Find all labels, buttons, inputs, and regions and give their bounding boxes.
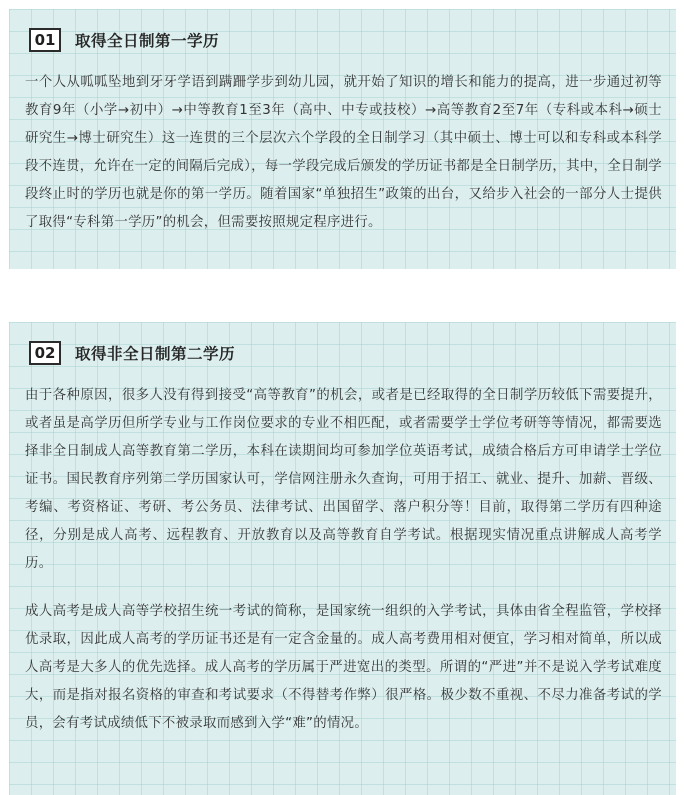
section-title: 取得非全日制第二学历 — [75, 345, 236, 363]
section-second-degree — [9, 322, 676, 795]
section-paragraph: 一个人从呱呱坠地到牙牙学语到蹒跚学步到幼儿园，就开始了知识的增长和能力的提高，进一步通过初等教育9年（小学→初中）→中等教育1至3年（高中、中专或技校）→高等教育2至7年（专科或本科→硕士研究生→博士研究生）这一连贯的三个层次六个学段的全日制学习（其中硕士、博士可以和专科或本科学段不连贯，允许在一定的间隔后完成），每一学段完成后颁发的学历证书都是全日制学历，其中，全日制学段终止时的学历也就是你的第一学历。随着国家“单独招生”政策的出台，又给步入社会的一部分人士提供了取得“专科第一学历”的机会，但需要按照规定程序进行。 — [25, 75, 662, 230]
section-heading — [25, 25, 662, 55]
section-first-degree — [9, 9, 676, 269]
section-number-badge: 01 — [29, 28, 61, 52]
section-heading — [25, 338, 662, 368]
section-title: 取得全日制第一学历 — [75, 32, 220, 50]
section-paragraph: 由于各种原因，很多人没有得到接受“高等教育”的机会，或者是已经取得的全日制学历较低下需要提升，或者虽是高学历但所学专业与工作岗位要求的专业不相匹配，或者需要学士学位考研等等情况，都需要选择非全日制成人高等教育第二学历，本科在读期间均可参加学位英语考试，成绩合格后方可申请学士学位证书。国民教育序列第二学历国家认可，学信网注册永久查询，可用于招工、就业、提升、加薪、晋级、考编、考资格证、考研、考公务员、法律考试、出国留学、落户积分等！目前，取得第二学历有四种途径，分别是成人高考、远程教育、开放教育以及高等教育自学考试。根据现实情况重点讲解成人高考学历。 — [25, 388, 662, 571]
section-paragraph: 成人高考是成人高等学校招生统一考试的简称，是国家统一组织的入学考试，具体由省全程监管，学校择优录取，因此成人高考的学历证书还是有一定含金量的。成人高考费用相对便宜，学习相对简单，所以成人高考是大多人的优先选择。成人高考的学历属于严进宽出的类型。所谓的“严进”并不是说入学考试难度大，而是指对报名资格的审查和考试要求（不得替考作弊）很严格。极少数不重视、不尽力准备考试的学员，会有考试成绩低下不被录取而感到入学“难”的情况。 — [25, 604, 662, 731]
section-number-badge: 02 — [29, 341, 61, 365]
